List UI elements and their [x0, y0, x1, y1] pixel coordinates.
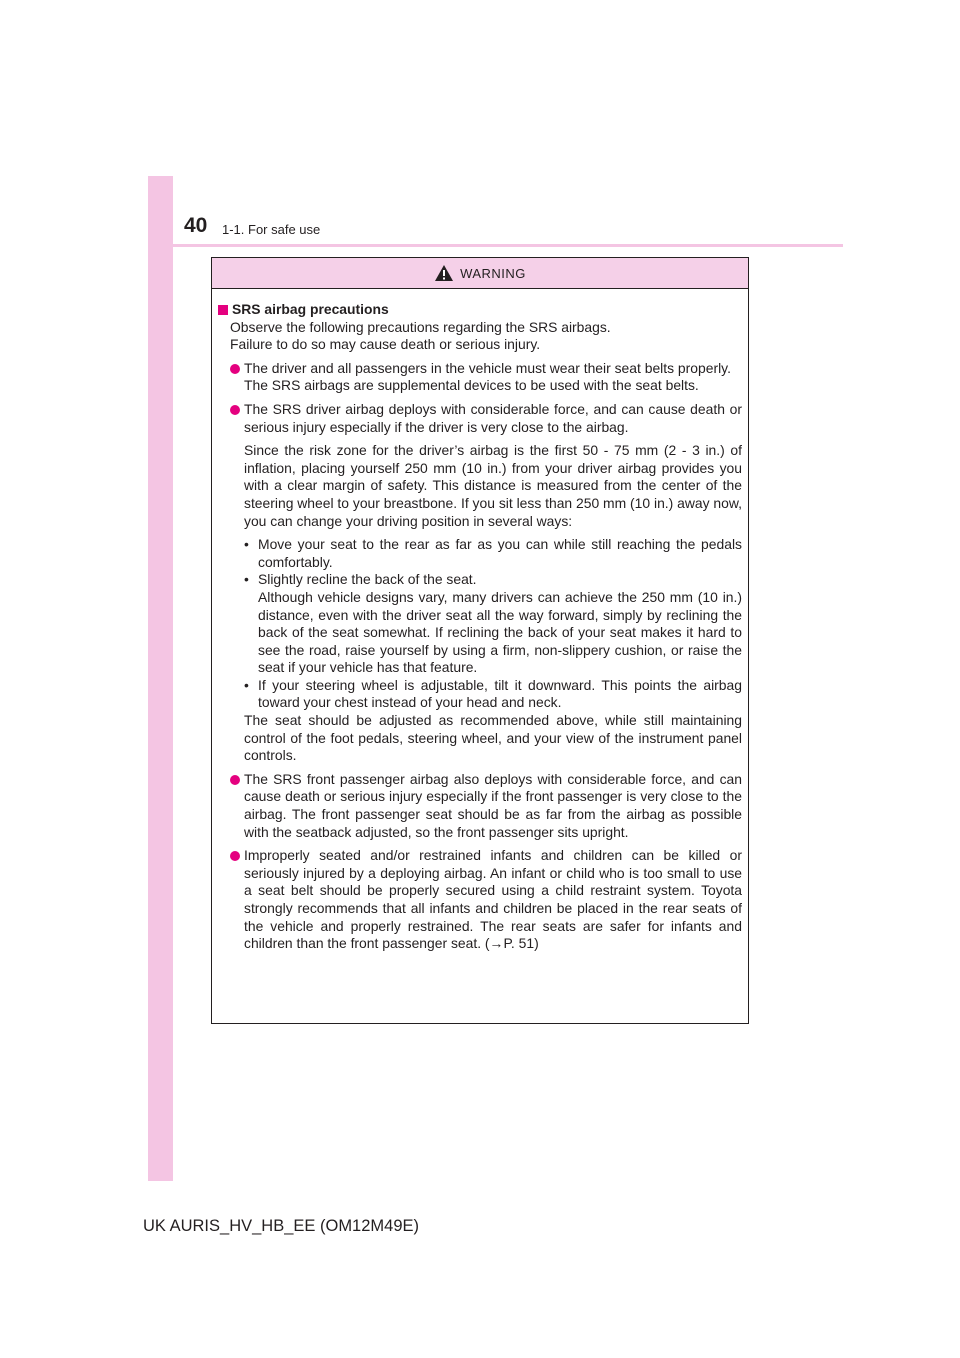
- bullet-paragraph: The driver and all passengers in the vehicle must wear their seat belts properly.: [244, 359, 731, 376]
- bullet-item: [218, 771, 742, 841]
- dash-bullet-icon: •: [244, 536, 249, 553]
- dash-bullet-icon: •: [244, 676, 249, 693]
- header-rule: [173, 244, 843, 247]
- bullet-content: [244, 360, 742, 395]
- dash-bullet-icon: •: [244, 571, 249, 588]
- dash-line: Although vehicle designs vary, many drivers can achieve the 250 mm (10 in.) distance, even with the driver seat all the way forward, simply by reclining the back of the seat somewhat. If reclining the back of your seat makes it hard to see the road, raise yourself by using a firm, non-slippery cushion, or raise the seat if your vehicle has that feature.: [258, 588, 742, 676]
- square-bullet-icon: [218, 305, 228, 315]
- sidebar-tab: [148, 176, 173, 1181]
- warning-body: [212, 289, 748, 953]
- bullet-closing: The seat should be adjusted as recommended above, while still maintaining control of the foot pedals, steering wheel, and your view of the instrument panel controls.: [244, 712, 742, 764]
- heading-text: SRS airbag precautions: [232, 301, 389, 317]
- warning-heading: [218, 301, 742, 319]
- dash-line: Move your seat to the rear as far as you can while still reaching the pedals comfortably.: [258, 536, 742, 570]
- bullet-content: [244, 847, 742, 953]
- dash-text: [258, 677, 742, 712]
- dash-text: [258, 571, 742, 677]
- intro-line: Failure to do so may cause death or serious injury.: [230, 336, 541, 353]
- bullet-paragraph: The SRS front passenger airbag also deploys with considerable force, and can cause death or serious injury especially if the front passenger is very close to the airbag. The front passenger seat should be as far from the airbag as possible with the seatback adjusted, so the front passenger sits upright.: [244, 770, 742, 840]
- dash-text: [258, 536, 742, 571]
- page-number: 40: [184, 214, 208, 237]
- bullet-paragraph: The SRS airbags are supplemental devices to be used with the seat belts.: [244, 377, 699, 394]
- intro: [218, 319, 742, 354]
- warning-triangle-icon: [434, 264, 454, 282]
- bullet-content: [244, 771, 742, 841]
- bullet-item: [218, 401, 742, 765]
- bullet-item: [218, 847, 742, 953]
- dash-line: If your steering wheel is adjustable, tilt it downward. This points the airbag toward your chest instead of your head and neck.: [258, 676, 742, 711]
- circle-bullet-icon: [230, 364, 240, 374]
- bullet-content: [244, 401, 742, 765]
- bullet-sub-paragraph: Since the risk zone for the driver’s airbag is the first 50 - 75 mm (2 - 3 in.) of inflation, placing yourself 250 mm (10 in.) from your driver airbag provides you with a clear margin of safety. This distance is measured from the center of the steering wheel to your breastbone. If you sit less than 250 mm (10 in.) away now, you can change your driving position in several ways:: [244, 442, 743, 529]
- bullet-paragraph: The SRS driver airbag deploys with considerable force, and can cause death or serious injury especially if the driver is very close to the airbag.: [244, 400, 742, 435]
- dash-item: [244, 571, 742, 677]
- warning-header: [212, 258, 748, 289]
- intro-line: Observe the following precautions regarding the SRS airbags.: [230, 318, 611, 335]
- dash-item: [244, 677, 742, 712]
- circle-bullet-icon: [230, 775, 240, 785]
- dash-list: [244, 536, 742, 712]
- bullet-paragraph: Improperly seated and/or restrained infants and children can be killed or seriously injured by a deploying airbag. An infant or child who is too small to use a seat belt should be properly secured using a child restraint system. Toyota strongly recommends that all infants and children be placed in the rear seats of the vehicle and properly restrained. The rear seats are safer for infants and children than the front passenger seat. (→P. 51): [244, 847, 742, 952]
- circle-bullet-icon: [230, 405, 240, 415]
- warning-label: WARNING: [460, 265, 526, 281]
- section-title: 1-1. For safe use: [222, 222, 321, 237]
- dash-item: [244, 536, 742, 571]
- bullet-item: [218, 360, 742, 395]
- circle-bullet-icon: [230, 851, 240, 861]
- warning-box: [211, 257, 749, 1024]
- document-code: UK AURIS_HV_HB_EE (OM12M49E): [143, 1217, 420, 1235]
- dash-line: Slightly recline the back of the seat.: [258, 571, 477, 588]
